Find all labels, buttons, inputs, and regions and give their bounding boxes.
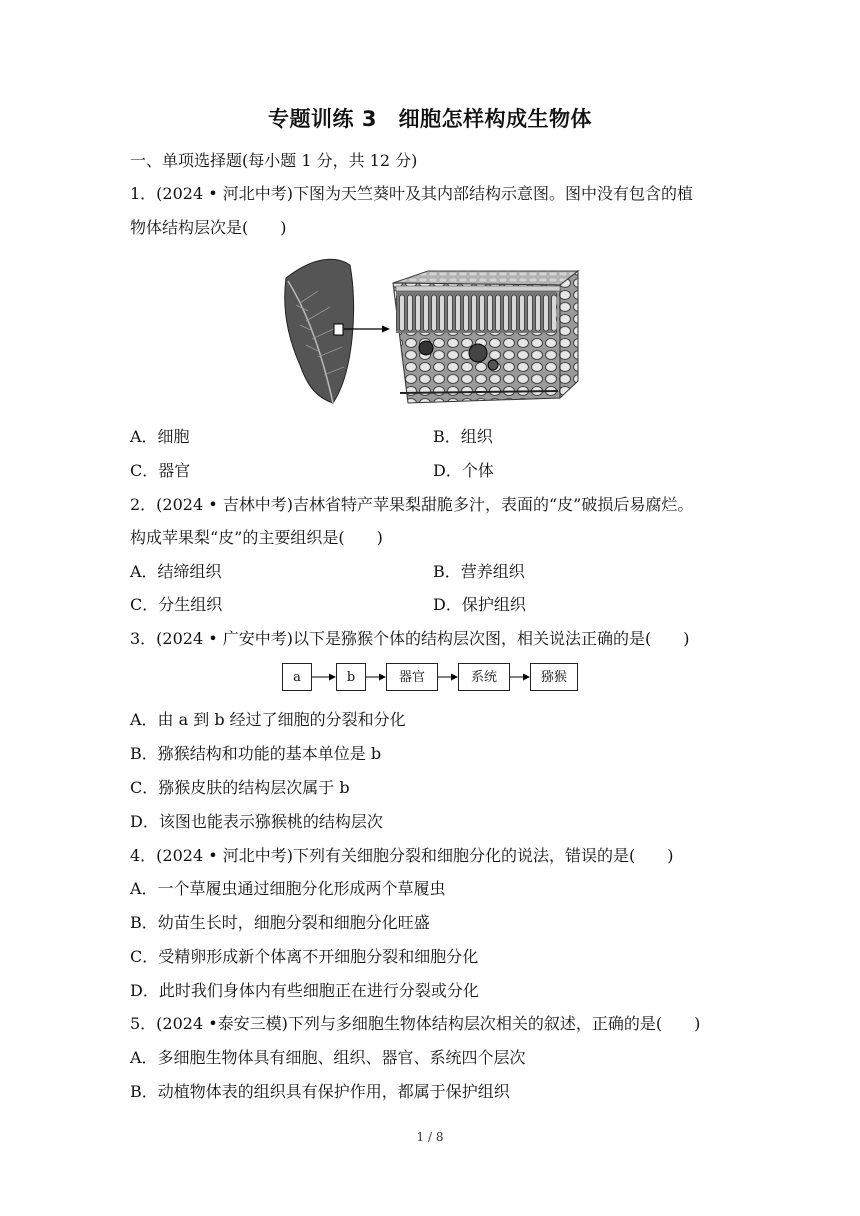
flow-box-b: b (336, 663, 366, 691)
q4-option-c[interactable]: C．受精卵形成新个体离不开细胞分裂和细胞分化 (130, 947, 479, 966)
q2-option-c[interactable]: C．分生组织 (130, 595, 223, 614)
flow-box-organ: 器官 (386, 663, 438, 691)
section-heading: 一、单项选择题(每小题 1 分，共 12 分) (130, 151, 418, 170)
flow-arrow-icon (366, 671, 386, 683)
flow-box-system: 系统 (458, 663, 510, 691)
flow-arrow-icon (510, 671, 530, 683)
q5-option-a[interactable]: A．多细胞生物体具有细胞、组织、器官、系统四个层次 (130, 1048, 526, 1067)
q2-option-b[interactable]: B．营养组织 (433, 562, 525, 581)
q4-option-d[interactable]: D．此时我们身体内有些细胞正在进行分裂或分化 (130, 981, 479, 1000)
q3-option-c[interactable]: C．猕猴皮肤的结构层次属于 b (130, 778, 350, 797)
flow-arrow-icon (438, 671, 458, 683)
flow-box-a: a (282, 663, 312, 691)
flow-box-macaque: 猕猴 (530, 663, 578, 691)
q1-stem-line1: 1．(2024 • 河北中考)下图为天竺葵叶及其内部结构示意图。图中没有包含的植 (130, 184, 693, 203)
leaf-structure-figure (278, 253, 598, 413)
q4-option-b[interactable]: B．幼苗生长时，细胞分裂和细胞分化旺盛 (130, 913, 430, 932)
q3-stem-line1: 3．(2024 • 广安中考)以下是猕猴个体的结构层次图，相关说法正确的是( ) (130, 629, 690, 648)
leaf-cross-section-block (393, 271, 578, 403)
flow-arrow-icon (312, 671, 336, 683)
q3-option-d[interactable]: D．该图也能表示猕猴桃的结构层次 (130, 812, 383, 831)
q1-option-a[interactable]: A．细胞 (130, 427, 190, 446)
q3-option-a[interactable]: A．由 a 到 b 经过了细胞的分裂和分化 (130, 710, 406, 729)
q5-option-b[interactable]: B．动植物体表的组织具有保护作用，都属于保护组织 (130, 1082, 510, 1101)
q5-stem-line1: 5．(2024 •泰安三模)下列与多细胞生物体结构层次相关的叙述，正确的是( ) (130, 1014, 701, 1033)
leaf-icon (285, 259, 354, 403)
q1-option-c[interactable]: C．器官 (130, 461, 191, 480)
page-title: 专题训练 3 细胞怎样构成生物体 (268, 107, 592, 131)
q1-option-d[interactable]: D．个体 (433, 461, 494, 480)
q4-option-a[interactable]: A．一个草履虫通过细胞分化形成两个草履虫 (130, 879, 446, 898)
q1-option-b[interactable]: B．组织 (433, 427, 493, 446)
q2-option-d[interactable]: D．保护组织 (433, 595, 526, 614)
q3-option-b[interactable]: B．猕猴结构和功能的基本单位是 b (130, 744, 382, 763)
q2-option-a[interactable]: A．结缔组织 (130, 562, 222, 581)
q4-stem-line1: 4．(2024 • 河北中考)下列有关细胞分裂和细胞分化的说法，错误的是( ) (130, 846, 674, 865)
q1-stem-line2: 物体结构层次是( ) (130, 218, 287, 237)
page-number: 1 / 8 (416, 1130, 444, 1144)
q2-stem-line1: 2．(2024 • 吉林中考)吉林省特产苹果梨甜脆多汁，表面的“皮”破损后易腐烂。 (130, 495, 694, 514)
q2-stem-line2: 构成苹果梨“皮”的主要组织是( ) (130, 528, 383, 547)
